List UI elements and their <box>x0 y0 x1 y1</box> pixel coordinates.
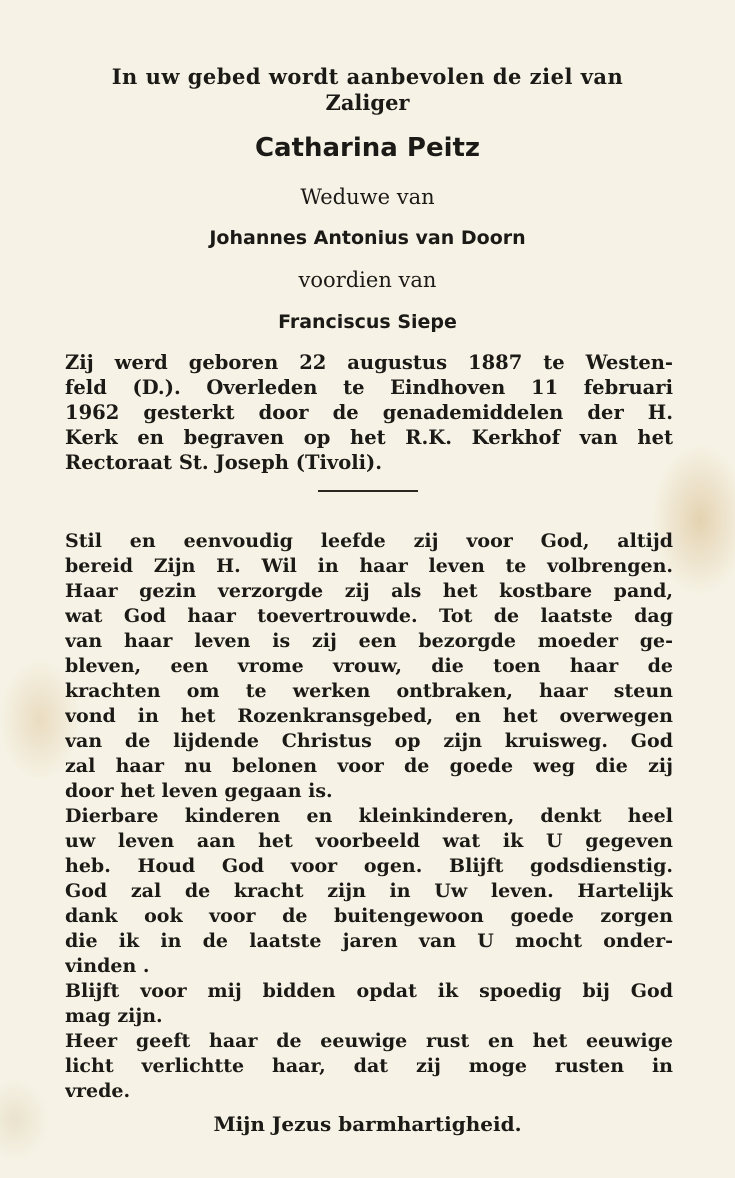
text-line: mag zijn. <box>65 1005 163 1027</box>
text-line: Heer geeft haar de eeuwige rust en het eeuwige <box>65 1030 673 1052</box>
bio-line: feld (D.). Overleden te Eindhoven 11 februari <box>65 376 673 399</box>
text-line: licht verlichtte haar, dat zij moge rusten in <box>65 1055 673 1077</box>
text-line: Blijft voor mij bidden opdat ik spoedig bij God <box>65 980 673 1002</box>
closing-prayer: Mijn Jezus barmhartigheid. <box>213 1112 522 1136</box>
bio-line: Rectoraat St. Joseph (Tivoli). <box>65 451 383 474</box>
bio-line: 1962 gesterkt door de genademiddelen der H. <box>65 401 673 424</box>
text-line: uw leven aan het voorbeeld wat ik U gegeven <box>65 830 673 852</box>
text-line: Stil en eenvoudig leefde zij voor God, altijd <box>65 530 673 552</box>
zaliger-line: Zaliger <box>325 90 410 115</box>
text-line: vond in het Rozenkransgebed, en het overwegen <box>65 705 673 727</box>
text-line: zal haar nu belonen voor de goede weg die zij <box>65 755 673 777</box>
text-line: door het leven gegaan is. <box>65 780 333 802</box>
spouse-name-2: Franciscus Siepe <box>278 311 457 333</box>
text-line: Dierbare kinderen en kleinkinderen, denkt heel <box>65 805 673 827</box>
text-line: van haar leven is zij een bezorgde moeder ge- <box>65 630 673 652</box>
text-line: vrede. <box>65 1080 131 1102</box>
memorial-text <box>65 529 673 1104</box>
text-line: van de lijdende Christus op zijn kruisweg. God <box>65 730 673 752</box>
divider-rule <box>318 490 418 492</box>
bio-line: Kerk en begraven op het R.K. Kerkhof van het <box>65 426 673 449</box>
relation-widow: Weduwe van <box>300 185 435 209</box>
text-line: vinden . <box>65 955 150 977</box>
text-line: God zal de kracht zijn in Uw leven. Hartelijk <box>65 880 673 902</box>
text-line: die ik in de laatste jaren van U mocht onder- <box>65 930 673 952</box>
text-line: heb. Houd God voor ogen. Blijft godsdienstig. <box>65 855 673 877</box>
text-line: dank ook voor de buitengewoon goede zorgen <box>65 905 673 927</box>
biography-paragraph <box>65 350 673 475</box>
text-line: bleven, een vrome vrouw, die toen haar de <box>65 655 673 677</box>
text-line: wat God haar toevertrouwde. Tot de laatste dag <box>65 605 673 627</box>
relation-previously: voordien van <box>298 268 437 292</box>
bio-line: Zij werd geboren 22 augustus 1887 te Westen- <box>65 351 673 374</box>
text-line: krachten om te werken ontbraken, haar steun <box>65 680 673 702</box>
intro-line: In uw gebed wordt aanbevolen de ziel van <box>111 64 624 89</box>
text-line: Haar gezin verzorgde zij als het kostbare pand, <box>65 580 673 602</box>
deceased-name: Catharina Peitz <box>254 133 481 163</box>
spouse-name-1: Johannes Antonius van Doorn <box>209 227 526 249</box>
text-line: bereid Zijn H. Wil in haar leven te volbrengen. <box>65 555 673 577</box>
